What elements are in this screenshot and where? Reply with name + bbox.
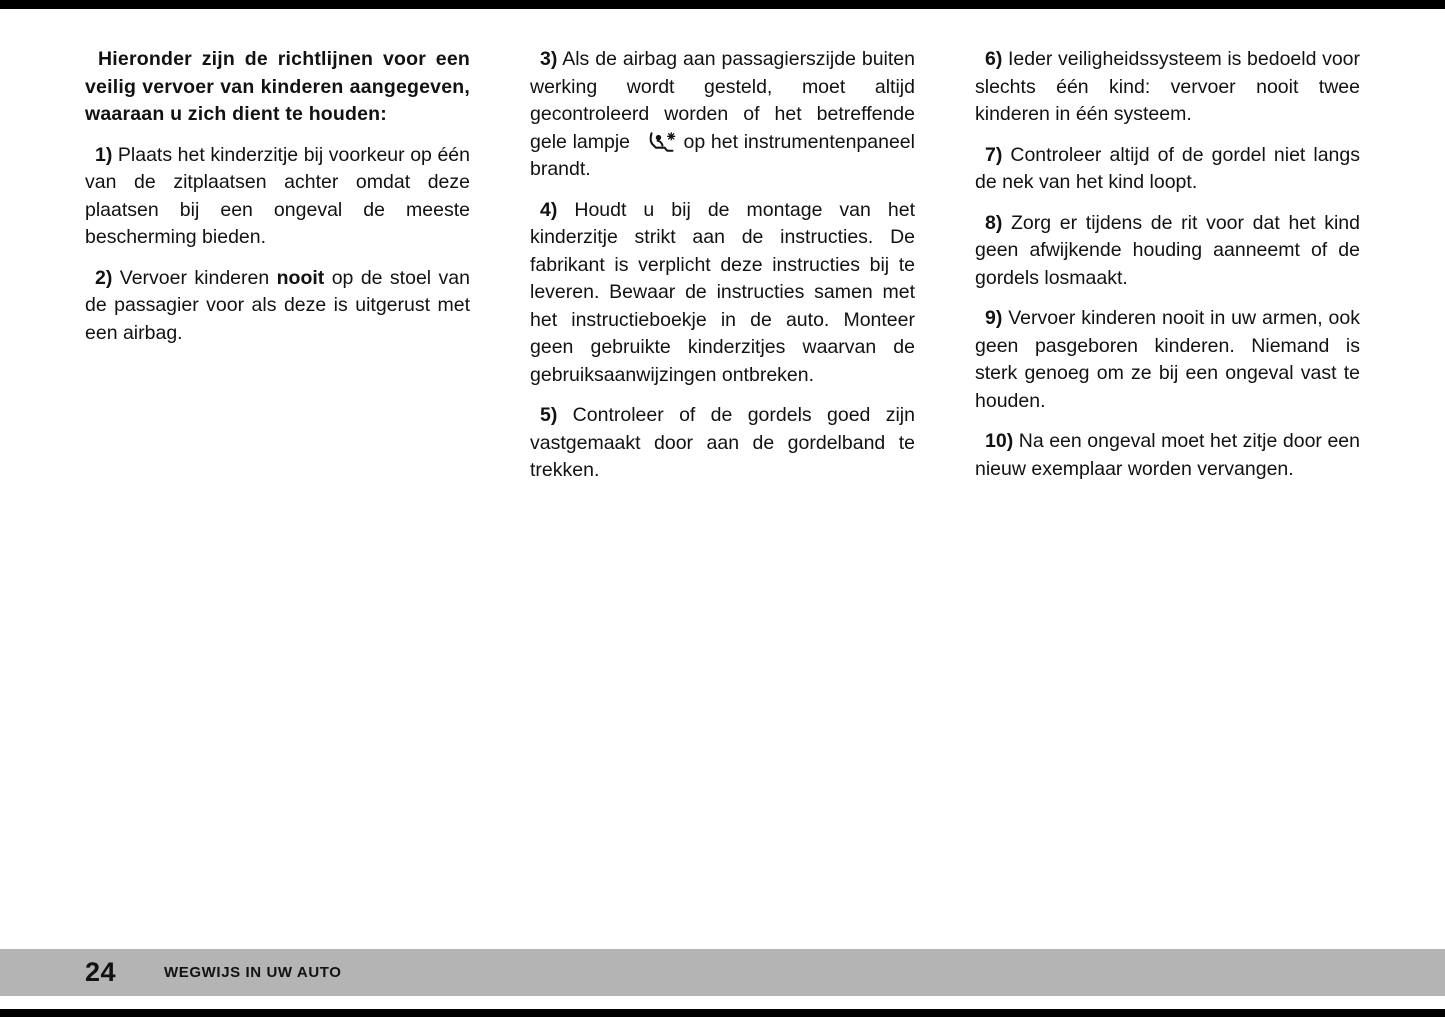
- body-text: Controleer of de gordels goed zijn vastgemaakt door aan de gordelband te trekken.: [530, 404, 915, 481]
- footer-bar: [0, 949, 1445, 996]
- numbered-item: [975, 46, 1360, 129]
- bold-text: 5): [540, 404, 558, 426]
- body-text: Houdt u bij de montage van het kinderzitje strikt aan de instructies. De fabrikant is verplicht deze instructies bij te leveren. Bewaar de instructies samen met het instructieboekje in de auto. Monteer geen gebruikte kinderzitjes waarvan de gebruiksaanwijzingen ontbreken.: [530, 198, 915, 386]
- bold-text: 9): [985, 307, 1003, 329]
- text-column: [530, 46, 915, 498]
- body-text: op de stoel van de passagier voor als deze is uitgerust met een airbag.: [85, 266, 470, 344]
- body-text: Als de airbag aan passagierszijde buiten werking wordt gesteld, moet altijd gecontroleerd worden of het betreffende gele lampje: [530, 48, 915, 153]
- bold-text: 7): [985, 143, 1003, 166]
- bold-text: nooit: [276, 266, 325, 289]
- text-column: [85, 46, 470, 498]
- body-text: Controleer altijd of de gordel niet langs de nek van het kind loopt.: [975, 143, 1360, 193]
- numbered-item: [85, 265, 470, 348]
- numbered-item: [85, 142, 470, 252]
- page-number: 24: [85, 957, 117, 987]
- intro-paragraph: [85, 46, 470, 129]
- body-text: Ieder veiligheidssysteem is bedoeld voor slechts één kind: vervoer nooit twee kinderen in één systeem.: [975, 48, 1360, 125]
- numbered-item: [975, 210, 1360, 293]
- body-text: op het instrumentenpaneel brandt.: [530, 130, 915, 180]
- bottom-rule-bar: [0, 1009, 1445, 1017]
- numbered-item: [975, 142, 1360, 197]
- page-content: [85, 46, 1360, 498]
- bold-text: 10): [985, 430, 1014, 452]
- body-text: Zorg er tijdens de rit voor dat het kind geen afwijkende houding aanneemt of de gordels losmaakt.: [975, 211, 1360, 289]
- numbered-item: [530, 46, 915, 184]
- numbered-item: [530, 402, 915, 485]
- footer-section-title: WEGWIJS IN UW AUTO: [164, 964, 342, 981]
- numbered-item: [975, 305, 1360, 415]
- numbered-item: [530, 197, 915, 390]
- airbag-warning-lamp-icon: [636, 132, 678, 152]
- bold-text: 6): [985, 48, 1003, 70]
- body-text: Vervoer kinderen nooit in uw armen, ook geen pasgeboren kinderen. Niemand is sterk genoeg om ze bij een ongeval vast te houden.: [975, 307, 1360, 412]
- numbered-item: [975, 428, 1360, 483]
- bold-text: 4): [540, 198, 558, 221]
- text-column: [975, 46, 1360, 498]
- bold-text: 1): [95, 143, 113, 166]
- bold-text: 3): [540, 48, 558, 70]
- body-text: Vervoer kinderen: [112, 266, 277, 289]
- bold-text: Hieronder zijn de richtlijnen voor een veilig vervoer van kinderen aangegeven, waaraan u zich dient te houden:: [85, 48, 470, 125]
- top-rule-bar: [0, 0, 1445, 9]
- bold-text: 8): [985, 211, 1003, 234]
- body-text: Na een ongeval moet het zitje door een nieuw exemplaar worden vervangen.: [975, 430, 1360, 480]
- body-text: Plaats het kinderzitje bij voorkeur op één van de zitplaatsen achter omdat deze plaatsen bij een ongeval de meeste bescherming bieden.: [85, 143, 470, 248]
- bold-text: 2): [95, 266, 113, 289]
